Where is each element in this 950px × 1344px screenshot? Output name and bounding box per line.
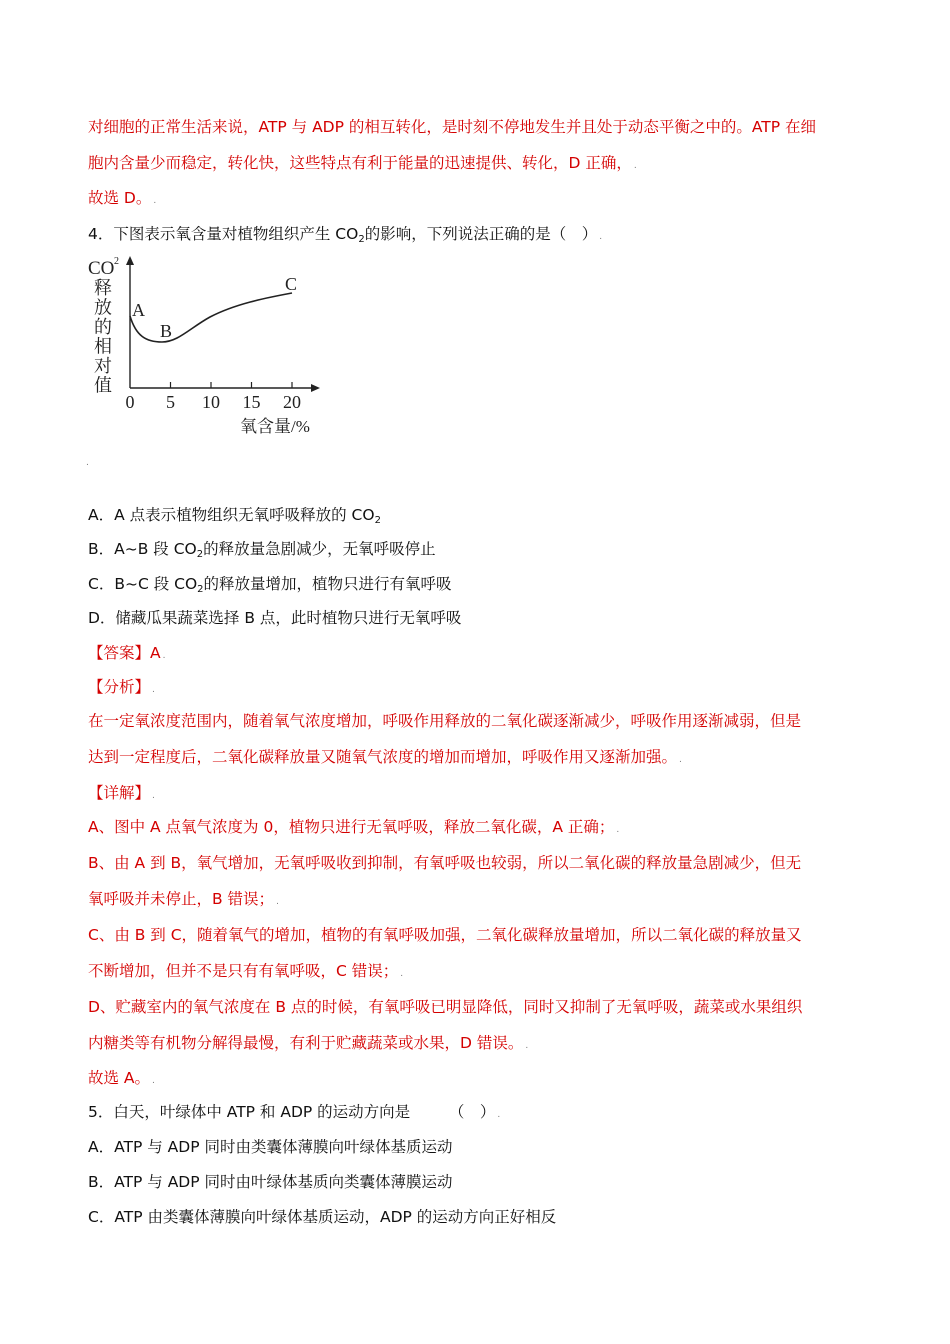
q5-option-b: B．ATP 与 ADP 同时由叶绿体基质向类囊体薄膜运动	[88, 1173, 453, 1191]
q4-detail-a: A、图中 A 点氧气浓度为 0，植物只进行无氧呼吸，释放二氧化碳，A 正确； .	[88, 818, 620, 836]
q4-detail-d1: D、贮藏室内的氧气浓度在 B 点的时候，有氧呼吸已明显降低，同时又抑制了无氧呼吸，蔬菜或水果组织	[88, 998, 803, 1016]
x-axis-label: 氧含量/%	[240, 417, 310, 436]
q4-detail-b2: 氧呼吸并未停止，B 错误； .	[88, 890, 279, 908]
x-tick-label: 0	[125, 392, 135, 412]
q4-analysis-line1: 在一定氧浓度范围内，随着氧气浓度增加，呼吸作用释放的二氧化碳逐渐减少，呼吸作用逐渐减弱，但是	[88, 712, 802, 730]
q4-stem: 4．下图表示氧含量对植物组织产生 $CO_2$的影响，下列说法正确的是（ ） .	[88, 225, 603, 245]
q4-option-a: A．A 点表示植物组织无氧呼吸释放的 $CO_2$	[88, 506, 381, 526]
y-axis-label-sub: 2	[114, 256, 119, 267]
q4-answer: 【答案】A .	[88, 644, 166, 662]
q5-option-c: C．ATP 由类囊体薄膜向叶绿体基质运动，ADP 的运动方向正好相反	[88, 1208, 557, 1226]
x-tick-label: 10	[202, 392, 220, 412]
y-axis-label-co: CO	[88, 258, 115, 279]
q4-option-d: D．储藏瓜果蔬菜选择 B 点，此时植物只进行无氧呼吸	[88, 609, 462, 627]
point-label-c: C	[285, 274, 298, 294]
q4-analysis-title: 【分析】 .	[88, 678, 155, 696]
y-axis-arrow	[126, 256, 134, 265]
q4-detail-b1: B、由 A 到 B，氧气增加，无氧呼吸收到抑制，有氧呼吸也较弱，所以二氧化碳的释放量急剧减少，但无	[88, 854, 802, 872]
q4-detail-c1: C、由 B 到 C，随着氧气的增加，植物的有氧呼吸加强，二氧化碳释放量增加，所以二氧化碳的释放量又	[88, 926, 802, 944]
x-tick-label: 15	[242, 392, 261, 412]
q4-detail-c2: 不断增加，但并不是只有有氧呼吸，C 错误； .	[88, 962, 404, 980]
co2-oxygen-chart	[80, 252, 340, 442]
y-axis-label-char: 对	[94, 356, 112, 376]
chart-svg	[80, 252, 340, 442]
q4-detail-d2: 内糖类等有机物分解得最慢，有利于贮藏蔬菜或水果，D 错误。 .	[88, 1034, 529, 1052]
co2-curve	[130, 293, 292, 342]
q4-option-b: B．A~B 段 $CO_2$的释放量急剧减少，无氧呼吸停止	[88, 540, 436, 560]
x-tick-label: 5	[166, 392, 175, 412]
q4-detail-title: 【详解】 .	[88, 784, 155, 802]
q5-option-a: A．ATP 与 ADP 同时由类囊体薄膜向叶绿体基质运动	[88, 1138, 453, 1156]
x-tick-label: 20	[283, 392, 301, 412]
q3-text-line1: 对细胞的正常生活来说，ATP 与 ADP 的相互转化，是时刻不停地发生并且处于动态平衡之中的。ATP 在细	[88, 118, 817, 136]
q4-option-c: C．B~C 段 $CO_2$的释放量增加，植物只进行有氧呼吸	[88, 575, 452, 595]
x-ticks	[126, 382, 302, 412]
point-label-b: B	[160, 321, 173, 341]
x-axis-arrow	[311, 384, 320, 392]
q3-text-line2: 胞内含量少而稳定，转化快，这些特点有利于能量的迅速提供、转化，D 正确， .	[88, 154, 637, 172]
y-axis-label-char: 释	[94, 278, 112, 298]
y-axis-label-char: 相	[94, 336, 112, 357]
y-axis-label-char: 放	[94, 297, 112, 318]
q4-choose: 故选 A。 .	[88, 1069, 155, 1087]
y-axis-label-chars	[94, 278, 112, 396]
y-axis-label-char: 的	[94, 317, 112, 337]
q4-analysis-line2: 达到一定程度后，二氧化碳释放量又随氧气浓度的增加而增加，呼吸作用又逐渐加强。 .	[88, 748, 682, 766]
q5-stem: 5．白天，叶绿体中 ATP 和 ADP 的运动方向是 （ ） .	[88, 1103, 501, 1121]
y-axis-label-char: 值	[94, 375, 112, 396]
placeholder-mark: .	[86, 458, 89, 468]
point-label-a: A	[132, 300, 145, 320]
q3-choose: 故选 D。 .	[88, 189, 157, 207]
